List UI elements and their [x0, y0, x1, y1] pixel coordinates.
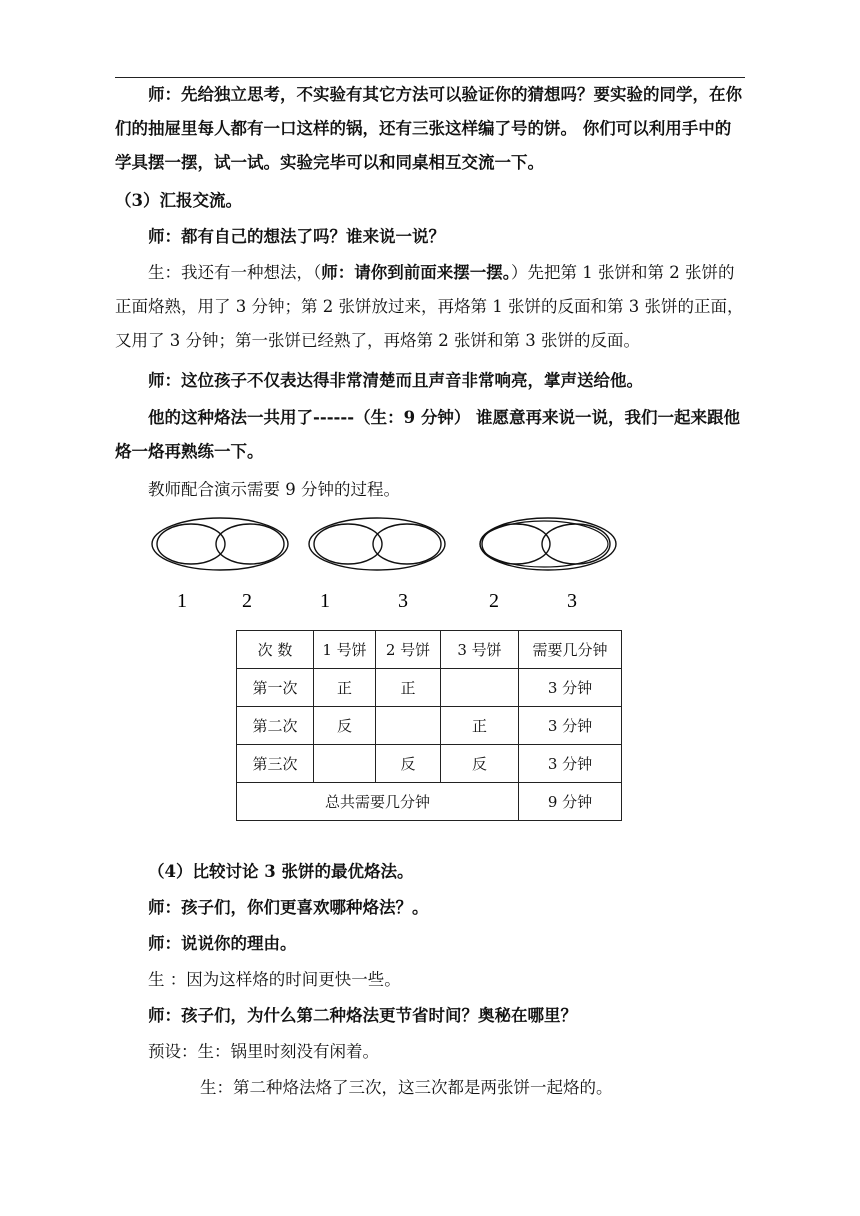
- table-cell: 第三次: [237, 745, 314, 783]
- cake-left: [482, 524, 550, 564]
- pan-2-label-left: 1: [320, 590, 330, 612]
- cake-left: [157, 524, 225, 564]
- table-cell: [376, 707, 441, 745]
- table-cell: 第二次: [237, 707, 314, 745]
- table-cell: 正: [376, 669, 441, 707]
- table-cell: 反: [314, 707, 376, 745]
- cake-left: [314, 524, 382, 564]
- pan-3-label-right: 3: [567, 590, 577, 612]
- paragraph-teacher-reason: 师：说说你的理由。: [148, 934, 297, 953]
- table-total-row: [237, 783, 622, 821]
- paragraph-preset-answer: 预设：生：锅里时刻没有闲着。: [148, 1042, 379, 1061]
- teacher-inline-remark: 师：请你到前面来摆一摆。: [321, 263, 511, 282]
- table-row: [237, 745, 622, 783]
- paragraph-total-question: 他的这种烙法一共用了------（生：9 分钟） 谁愿意再来说一说，我们一起来跟他烙一烙再熟练一下。: [115, 408, 741, 461]
- cake-right: [542, 524, 610, 564]
- pan-1-label-left: 1: [177, 590, 187, 612]
- paragraph-student-explain: 生：第二种烙法烙了三次，这三次都是两张饼一起烙的。: [200, 1078, 613, 1097]
- paragraph-student-method: [115, 256, 747, 358]
- section-heading-report: （3）汇报交流。: [115, 191, 242, 210]
- paragraph-demo-note: 教师配合演示需要 9 分钟的过程。: [148, 480, 400, 499]
- table-cell: 正: [441, 707, 519, 745]
- paragraph-teacher-secret: 师：孩子们，为什么第二种烙法更节省时间？奥秘在哪里？: [148, 1006, 577, 1025]
- pan-2-label-right: 3: [398, 590, 408, 612]
- table-cell: 3 分钟: [519, 669, 622, 707]
- pan-1: [152, 518, 288, 612]
- pan-3-label-left: 2: [489, 590, 499, 612]
- paragraph-teacher-instruction: 师：先给独立思考，不实验有其它方法可以验证你的猜想吗？要实验的同学，在你们的抽屉里每人都有一口这样的锅，还有三张这样编了号的饼。 你们可以利用手中的学具摆一摆，试一试。实验完毕可以和同桌相互交流一下。: [115, 85, 742, 172]
- table-cell: 3 分钟: [519, 745, 622, 783]
- paragraph-teacher-question: 师：都有自己的想法了吗？谁来说一说？: [148, 227, 445, 246]
- table-cell: 反: [441, 745, 519, 783]
- paragraph-student-reason: 生 ：因为这样烙的时间更快一些。: [148, 970, 401, 989]
- header-cell: 1 号饼: [314, 631, 376, 669]
- cake-schedule-table: [236, 630, 622, 821]
- table-cell: 正: [314, 669, 376, 707]
- student-text-part2: ）先把第 1 张饼和第 2 张饼的正面烙熟，用了 3 分钟；第 2 张饼放过来，再烙第 1 张饼的反面和第 3 张饼的正面，又用了 3 分钟；第一张饼已经熟了，再烙第 2 张饼和第 3 张饼的反面。: [115, 263, 744, 350]
- cake-right: [373, 524, 441, 564]
- table-header-row: [237, 631, 622, 669]
- pan-1-label-right: 2: [242, 590, 252, 612]
- table-cell: 第一次: [237, 669, 314, 707]
- table-cell: [441, 669, 519, 707]
- section-heading-compare: （4）比较讨论 3 张饼的最优烙法。: [148, 862, 414, 881]
- table-cell: 3 分钟: [519, 707, 622, 745]
- header-cell: 次 数: [237, 631, 314, 669]
- cake-right: [216, 524, 284, 564]
- header-cell: 3 号饼: [441, 631, 519, 669]
- paragraph-teacher-preference: 师：孩子们，你们更喜欢哪种烙法？。: [148, 898, 429, 917]
- header-cell: 2 号饼: [376, 631, 441, 669]
- total-value-cell: 9 分钟: [519, 783, 622, 821]
- header-cell: 需要几分钟: [519, 631, 622, 669]
- student-text-part1: 生：我还有一种想法，（: [148, 263, 322, 282]
- table-row: [237, 707, 622, 745]
- pan-diagram: [140, 510, 620, 620]
- pan-3: [480, 518, 616, 612]
- table-row: [237, 669, 622, 707]
- table-cell: 反: [376, 745, 441, 783]
- table-cell: [314, 745, 376, 783]
- pan-2: [309, 518, 445, 612]
- paragraph-teacher-praise: 师：这位孩子不仅表达得非常清楚而且声音非常响亮，掌声送给他。: [148, 371, 643, 390]
- total-label-cell: 总共需要几分钟: [237, 783, 519, 821]
